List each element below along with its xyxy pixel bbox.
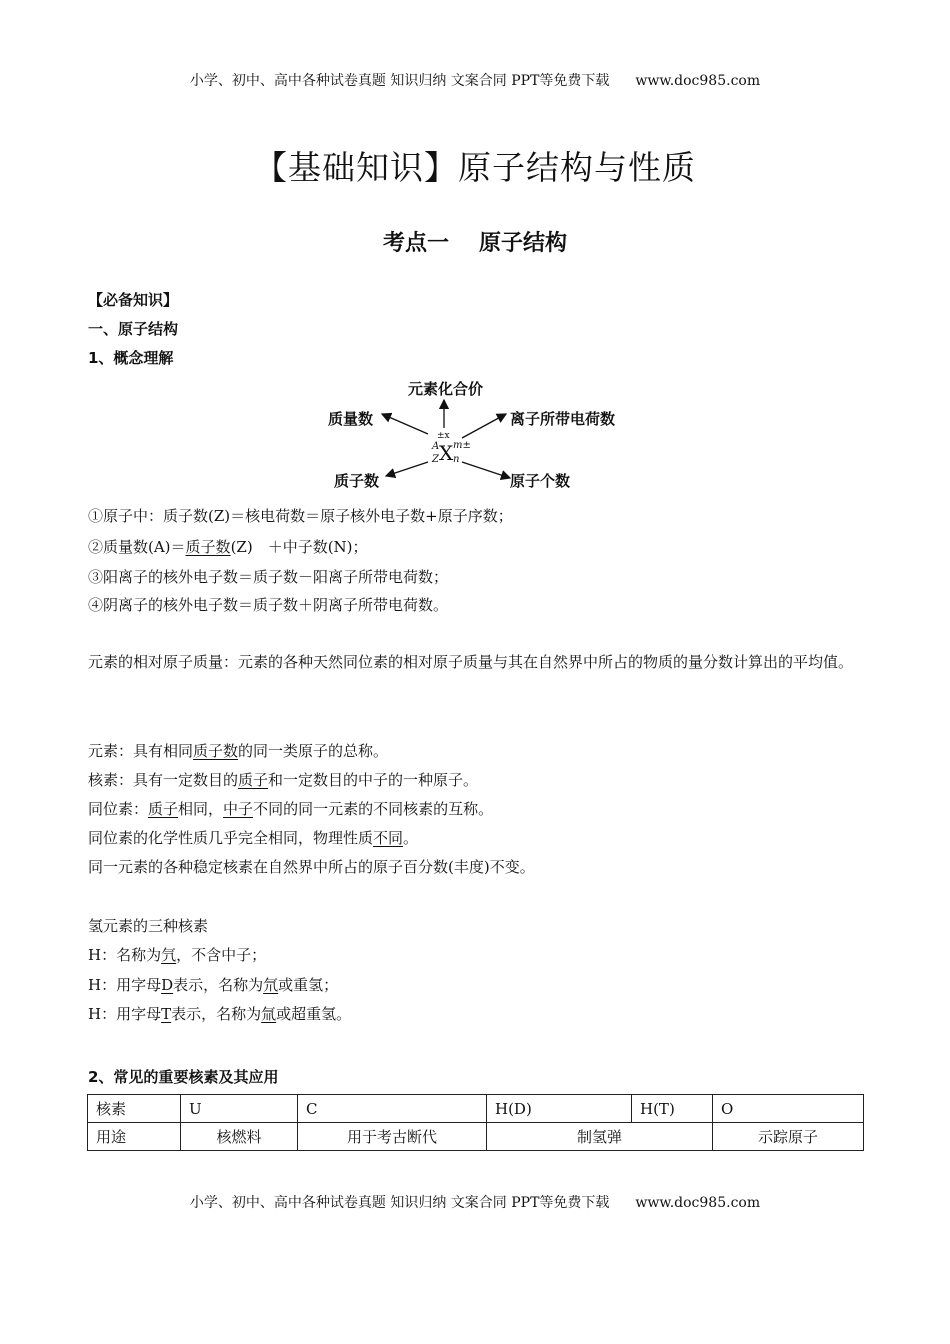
- table-row: [88, 1123, 864, 1151]
- isotope-prop-underline: 不同: [373, 829, 404, 847]
- subtitle-left: 考点一: [382, 231, 449, 256]
- h3-post: 或超重氢。: [276, 1005, 352, 1023]
- table-cell: 核素: [88, 1095, 181, 1123]
- nuclide-def-post: 和一定数目的中子的一种原子。: [268, 771, 479, 789]
- symbol-sup-left: A: [432, 441, 440, 452]
- arrow-left-up: [382, 414, 428, 434]
- h3-underline-1: T: [161, 1005, 172, 1023]
- element-def-underline: 质子数: [193, 742, 239, 760]
- page-footer: [0, 1192, 950, 1212]
- table-row: [88, 1095, 864, 1123]
- footer-site[interactable]: www.doc985.com: [635, 1195, 761, 1211]
- rule-4: ④阴离子的核外电子数＝质子数＋阴离子所带电荷数。: [88, 596, 449, 614]
- element-definition: [88, 741, 388, 761]
- label-atom-count: 原子个数: [510, 472, 571, 490]
- h3-pre: H：用字母: [88, 1005, 162, 1023]
- hydrogen-line-3: [88, 1004, 351, 1024]
- isotope-def-pre: 同位素：: [88, 800, 149, 818]
- table-cell: O: [713, 1095, 864, 1123]
- element-def-pre: 元素：具有相同: [88, 742, 194, 760]
- h1-pre: H：名称为: [88, 946, 162, 964]
- label-mass-number: 质量数: [328, 410, 374, 428]
- page-title: 【基础知识】原子结构与性质: [254, 148, 696, 187]
- symbol-element: X: [439, 441, 454, 465]
- page-subtitle: [0, 226, 950, 257]
- isotope-prop-post: 。: [403, 829, 419, 847]
- footer-text: 小学、初中、高中各种试卷真题 知识归纳 文案合同 PPT等免费下载: [189, 1195, 610, 1211]
- h3-mid: 表示，名称为: [171, 1005, 262, 1023]
- page-header: [0, 70, 950, 90]
- relative-mass-paragraph: 元素的相对原子质量：元素的各种天然同位素的相对原子质量与其在自然界中所占的物质的量分数计算出的平均值。: [88, 653, 854, 671]
- element-def-post: 的同一类原子的总称。: [238, 742, 389, 760]
- table-cell: 制氢弹: [487, 1123, 713, 1151]
- h1-underline: 氕: [161, 946, 177, 964]
- label-ion-charge: 离子所带电荷数: [510, 410, 616, 428]
- section-heading: 一、原子结构: [88, 320, 179, 338]
- h2-mid: 表示，名称为: [173, 976, 264, 994]
- section-tag: 【必备知识】: [88, 291, 179, 309]
- table-cell: C: [298, 1095, 487, 1123]
- hydrogen-title: 氢元素的三种核素: [88, 917, 209, 935]
- header-text: 小学、初中、高中各种试卷真题 知识归纳 文案合同 PPT等免费下载: [189, 73, 610, 89]
- subsection-heading-2: 2、常见的重要核素及其应用: [88, 1068, 279, 1086]
- h2-post: 或重氢；: [278, 976, 339, 994]
- isotope-properties: [88, 828, 418, 848]
- table-cell: 用途: [88, 1123, 181, 1151]
- nuclide-table: [87, 1094, 864, 1151]
- isotope-definition: [88, 799, 493, 819]
- isotope-def-post: 不同的同一元素的不同核素的互称。: [253, 800, 494, 818]
- label-valence: 元素化合价: [408, 380, 484, 398]
- rule-2: [88, 537, 368, 557]
- table-cell: 示踪原子: [713, 1123, 864, 1151]
- symbol-sup-right: m±: [453, 440, 471, 451]
- rule-2-post: (Z) ＋中子数(N)；: [230, 538, 368, 556]
- arrow-right-up: [462, 414, 506, 438]
- h3-underline-2: 氚: [261, 1005, 277, 1023]
- isotope-prop-pre: 同位素的化学性质几乎完全相同，物理性质: [88, 829, 374, 847]
- nuclide-def-pre: 核素：具有一定数目的: [88, 771, 239, 789]
- subtitle-right: 原子结构: [479, 231, 568, 256]
- arrow-left-down: [386, 462, 428, 476]
- symbol-sub-right: n: [453, 454, 460, 465]
- nuclide-definition: [88, 770, 478, 790]
- header-site[interactable]: www.doc985.com: [635, 73, 761, 89]
- h2-underline-1: D: [161, 976, 174, 994]
- symbol-sub-left: Z: [432, 454, 439, 465]
- hydrogen-line-1: [88, 945, 266, 965]
- rule-1: ①原子中：质子数(Z)＝核电荷数＝原子核外电子数+原子序数；: [88, 507, 513, 525]
- rule-2-pre: ②质量数(A)＝: [88, 538, 186, 556]
- table-cell: H(T): [632, 1095, 713, 1123]
- table-cell: 用于考古断代: [298, 1123, 487, 1151]
- h1-mid: ，不含中子；: [176, 946, 267, 964]
- table-cell: 核燃料: [181, 1123, 298, 1151]
- rule-3: ③阳离子的核外电子数＝质子数－阳离子所带电荷数；: [88, 568, 449, 586]
- isotope-def-underline-1: 质子: [148, 800, 179, 818]
- arrow-right-down: [462, 462, 510, 478]
- nuclide-def-underline: 质子: [238, 771, 269, 789]
- isotope-def-mid: 相同，: [178, 800, 224, 818]
- symbol-sup-top: ±x: [437, 431, 450, 441]
- subsection-heading: 1、概念理解: [88, 349, 174, 367]
- label-proton-number: 质子数: [334, 472, 380, 490]
- h2-underline-2: 氘: [263, 976, 279, 994]
- table-cell: U: [181, 1095, 298, 1123]
- hydrogen-line-2: [88, 975, 338, 995]
- rule-2-underline: 质子数: [185, 538, 231, 556]
- isotope-def-underline-2: 中子: [223, 800, 254, 818]
- abundance-statement: 同一元素的各种稳定核素在自然界中所占的原子百分数(丰度)不变。: [88, 858, 535, 876]
- nuclide-notation-diagram: [320, 372, 630, 500]
- table-cell: H(D): [487, 1095, 632, 1123]
- h2-pre: H：用字母: [88, 976, 162, 994]
